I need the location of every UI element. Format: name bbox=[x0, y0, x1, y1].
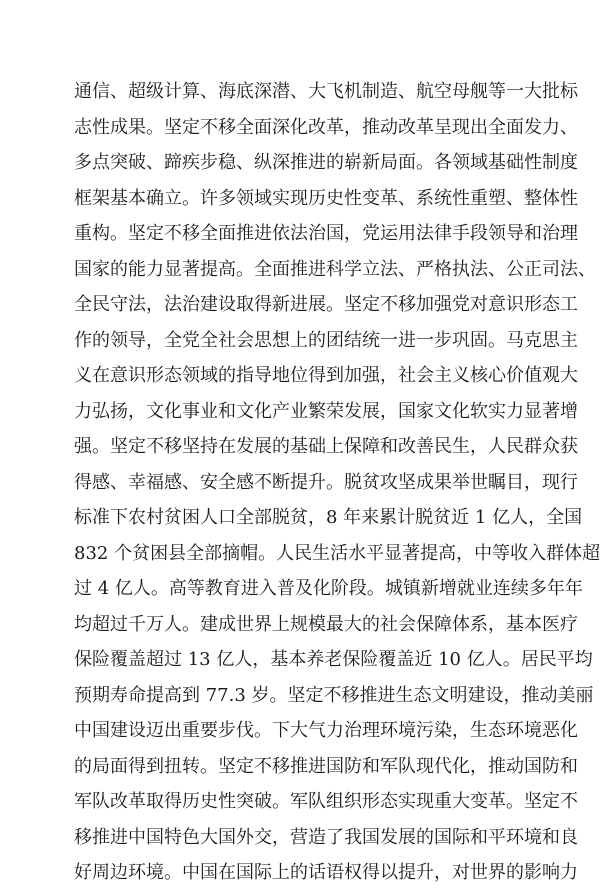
text-line: 好周边环境。中国在国际上的话语权得以提升，对世界的影响力 bbox=[74, 862, 578, 883]
text-line: 义在意识形态领域的指导地位得到加强，社会主义核心价值观大 bbox=[74, 365, 578, 386]
text-line: 中国建设迈出重要步伐。下大气力治理环境污染，生态环境恶化 bbox=[74, 720, 578, 741]
text-line: 多点突破、蹄疾步稳、纵深推进的崭新局面。各领域基础性制度 bbox=[74, 152, 578, 173]
text-line: 力弘扬，文化事业和文化产业繁荣发展，国家文化软实力显著增 bbox=[74, 400, 578, 422]
text-line: 军队改革取得历史性突破。军队组织形态实现重大变革。坚定不 bbox=[74, 791, 578, 812]
text-line: 强。坚定不移坚持在发展的基础上保障和改善民生，人民群众获 bbox=[74, 436, 578, 457]
text-line: 保险覆盖超过 13 亿人，基本养老保险覆盖近 10 亿人。居民平均 bbox=[74, 649, 593, 670]
text-line: 的局面得到扭转。坚定不移推进国防和军队现代化，推动国防和 bbox=[74, 755, 578, 777]
text-line: 通信、超级计算、海底深潜、大飞机制造、航空母舰等一大批标 bbox=[74, 81, 578, 102]
text-line: 框架基本确立。许多领域实现历史性变革、系统性重塑、整体性 bbox=[74, 187, 578, 209]
text-line: 移推进中国特色大国外交，营造了我国发展的国际和平环境和良 bbox=[74, 826, 578, 848]
text-line: 作的领导，全党全社会思想上的团结统一进一步巩固。马克思主 bbox=[74, 329, 578, 351]
text-line: 过 4 亿人。高等教育进入普及化阶段。城镇新增就业连续多年年 bbox=[74, 578, 583, 599]
text-line: 标准下农村贫困人口全部脱贫，8 年来累计脱贫近 1 亿人，全国 bbox=[74, 507, 583, 528]
text-line: 832 个贫困县全部摘帽。人民生活水平显著提高，中等收入群体超 bbox=[74, 542, 600, 564]
text-line: 志性成果。坚定不移全面深化改革，推动改革呈现出全面发力、 bbox=[74, 116, 578, 138]
text-line: 预期寿命提高到 77.3 岁。坚定不移推进生态文明建设，推动美丽 bbox=[74, 684, 594, 706]
text-line: 全民守法，法治建设取得新进展。坚定不移加强党对意识形态工 bbox=[74, 294, 578, 315]
body-text bbox=[74, 74, 600, 891]
text-line: 得感、幸福感、安全感不断提升。脱贫攻坚成果举世瞩目，现行 bbox=[74, 471, 578, 493]
text-line: 重构。坚定不移全面推进依法治国，党运用法律手段领导和治理 bbox=[74, 223, 578, 244]
text-line: 国家的能力显著提高。全面推进科学立法、严格执法、公正司法、 bbox=[74, 258, 596, 280]
text-line: 均超过千万人。建成世界上规模最大的社会保障体系，基本医疗 bbox=[74, 613, 578, 635]
